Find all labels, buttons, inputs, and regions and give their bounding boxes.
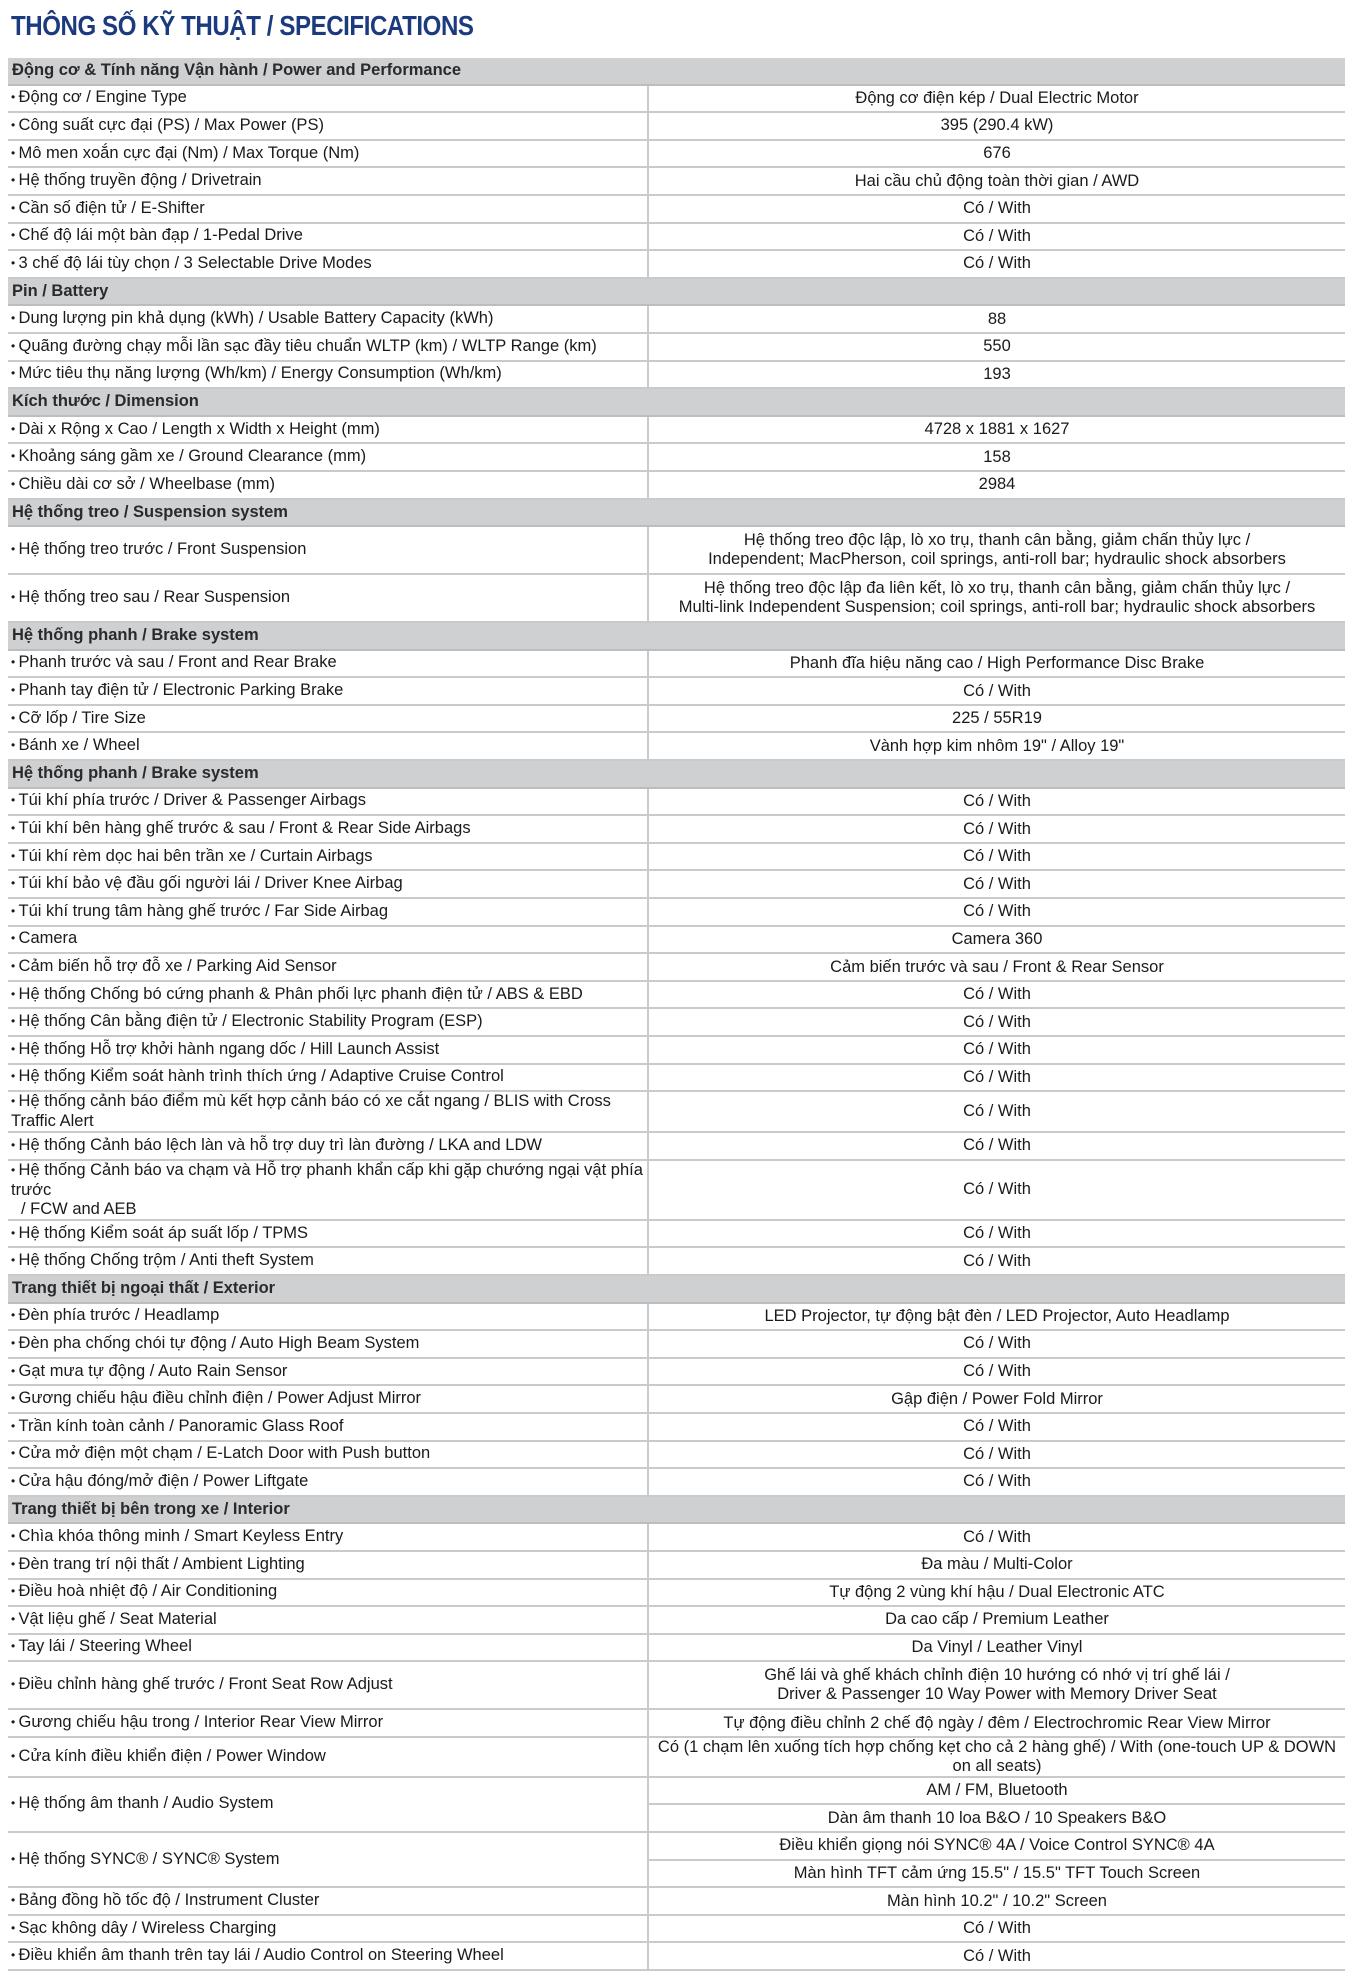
spec-value: [648, 705, 1345, 733]
spec-value-text: Hệ thống treo độc lập, lò xo trụ, thanh cân bằng, giảm chấn thủy lực /: [743, 531, 1251, 550]
spec-value-text: Màn hình 10.2" / 10.2" Screen: [887, 1891, 1107, 1910]
spec-value-text: Có / With: [963, 199, 1031, 218]
spec-value-text: Cảm biến trước và sau / Front & Rear Sensor: [830, 957, 1164, 976]
spec-value-text: Có / With: [963, 1919, 1031, 1938]
spec-value-text: Đa màu / Multi-Color: [921, 1555, 1073, 1574]
spec-label-text: • Cửa kính điều khiển điện / Power Window: [11, 1747, 326, 1765]
spec-label-text: • Túi khí bảo vệ đầu gối người lái / Driver Knee Airbag: [11, 874, 403, 892]
spec-value: [648, 1036, 1345, 1064]
spec-value: [648, 898, 1345, 926]
spec-label-text: • Khoảng sáng gầm xe / Ground Clearance (mm): [11, 447, 366, 465]
spec-value: [648, 1606, 1345, 1634]
spec-label: [8, 1247, 648, 1275]
spec-row: [8, 416, 1345, 444]
spec-label-text: • Hệ thống Kiểm soát áp suất lốp / TPMS: [11, 1224, 308, 1242]
spec-row: [8, 526, 1345, 574]
spec-value-text: Có / With: [963, 819, 1031, 838]
spec-label-text: • Hệ thống Cân bằng điện tử / Electronic Stability Program (ESP): [11, 1012, 483, 1030]
spec-label: [8, 1330, 648, 1358]
spec-label: [8, 443, 648, 471]
spec-value-text: Gập điện / Power Fold Mirror: [891, 1389, 1103, 1408]
spec-value-text: Da cao cấp / Premium Leather: [885, 1610, 1109, 1629]
spec-value-text: Có / With: [963, 1527, 1031, 1546]
spec-value-text: Có / With: [963, 1012, 1031, 1031]
spec-label: [8, 526, 648, 574]
spec-row: [8, 1385, 1345, 1413]
spec-value: [648, 1064, 1345, 1092]
spec-label: [8, 195, 648, 223]
spec-label-text: • Phanh tay điện tử / Electronic Parking Brake: [11, 681, 343, 699]
spec-value: [648, 361, 1345, 389]
spec-value: [648, 1579, 1345, 1607]
spec-value: [648, 1551, 1345, 1579]
spec-row: [8, 1606, 1345, 1634]
spec-row: [8, 1330, 1345, 1358]
spec-label-continued: / FCW and AEB: [21, 1199, 137, 1218]
spec-row: [8, 1737, 1345, 1777]
spec-value: [648, 1160, 1345, 1220]
spec-label: [8, 167, 648, 195]
spec-value: [648, 85, 1345, 113]
spec-label: [8, 1523, 648, 1551]
spec-value: [648, 1091, 1345, 1132]
spec-row: [8, 112, 1345, 140]
spec-value: [648, 788, 1345, 816]
spec-value: [648, 1468, 1345, 1496]
spec-value-text: Tự động 2 vùng khí hậu / Dual Electronic ATC: [829, 1582, 1165, 1601]
spec-label-text: • Hệ thống Chống bó cứng phanh & Phân phối lực phanh điện tử / ABS & EBD: [11, 985, 583, 1003]
spec-row: [8, 1303, 1345, 1331]
spec-label-text: • Cửa hậu đóng/mở điện / Power Liftgate: [11, 1472, 308, 1490]
spec-value: [648, 732, 1345, 760]
spec-table: [8, 58, 1345, 1971]
spec-value: AM / FM, Bluetooth: [648, 1777, 1345, 1805]
spec-value: [648, 1915, 1345, 1943]
spec-row: [8, 705, 1345, 733]
section-title: Trang thiết bị bên trong xe / Interior: [8, 1496, 1345, 1524]
spec-row: [8, 1709, 1345, 1737]
page-title: THÔNG SỐ KỸ THUẬT / SPECIFICATIONS: [11, 10, 474, 41]
spec-label: [8, 574, 648, 622]
spec-value: [648, 843, 1345, 871]
spec-value-text: 395 (290.4 kW): [940, 116, 1054, 135]
spec-row: [8, 1064, 1345, 1092]
spec-value-text: Có / With: [963, 1251, 1031, 1270]
spec-row: [8, 1832, 1345, 1860]
spec-value-text: Có / With: [963, 226, 1031, 245]
spec-label: [8, 1303, 648, 1331]
spec-label: [8, 1358, 648, 1386]
spec-row: [8, 1634, 1345, 1662]
spec-label-text: • Dung lượng pin khả dụng (kWh) / Usable Battery Capacity (kWh): [11, 309, 493, 327]
spec-row: [8, 1132, 1345, 1160]
section-header: [8, 278, 1345, 306]
spec-label-text: • Cảm biến hỗ trợ đỗ xe / Parking Aid Sensor: [11, 957, 337, 975]
spec-label: [8, 333, 648, 361]
spec-label: [8, 1915, 648, 1943]
spec-value-text: Có / With: [963, 1472, 1031, 1491]
spec-value-text: Có / With: [963, 791, 1031, 810]
section-header: [8, 388, 1345, 416]
spec-label-text: • Hệ thống Cảnh báo va chạm và Hỗ trợ phanh khẩn cấp khi gặp chướng ngại vật phía trước: [11, 1161, 643, 1199]
section-title: Hệ thống phanh / Brake system: [8, 622, 1345, 650]
spec-row: [8, 443, 1345, 471]
spec-row: [8, 305, 1345, 333]
spec-label-text: • Đèn pha chống chói tự động / Auto High Beam System: [11, 1334, 419, 1352]
spec-label-text: • Chế độ lái một bàn đạp / 1-Pedal Drive: [11, 226, 303, 244]
spec-label-text: • Bảng đồng hồ tốc độ / Instrument Cluster: [11, 1891, 319, 1909]
spec-label-text: • Túi khí rèm dọc hai bên trần xe / Curtain Airbags: [11, 847, 373, 865]
spec-value-text: Có / With: [963, 902, 1031, 921]
spec-label-text: • Mức tiêu thụ năng lượng (Wh/km) / Energy Consumption (Wh/km): [11, 364, 502, 382]
spec-value: [648, 1008, 1345, 1036]
spec-label: [8, 1634, 648, 1662]
spec-value-text: Có / With: [963, 1362, 1031, 1381]
spec-value: [648, 1385, 1345, 1413]
spec-value-text: Có / With: [963, 1102, 1031, 1121]
section-title: Động cơ & Tính năng Vận hành / Power and Performance: [8, 58, 1345, 85]
spec-label-text: • Đèn trang trí nội thất / Ambient Lighting: [11, 1555, 305, 1573]
spec-label-text: • Chìa khóa thông minh / Smart Keyless Entry: [11, 1527, 343, 1545]
spec-label: [8, 1709, 648, 1737]
spec-row: [8, 1777, 1345, 1805]
spec-label: [8, 112, 648, 140]
spec-label-text: • Túi khí phía trước / Driver & Passenger Airbags: [11, 791, 366, 809]
spec-label: [8, 471, 648, 499]
spec-label-text: • Bánh xe / Wheel: [11, 736, 140, 754]
spec-row: [8, 223, 1345, 251]
section-header: [8, 499, 1345, 527]
spec-row: [8, 140, 1345, 168]
spec-value-text: Vành hợp kim nhôm 19" / Alloy 19": [869, 736, 1125, 755]
section-title: Trang thiết bị ngoại thất / Exterior: [8, 1275, 1345, 1303]
spec-label: [8, 870, 648, 898]
spec-row: [8, 1441, 1345, 1469]
spec-label-text: • Gương chiếu hậu điều chỉnh điện / Power Adjust Mirror: [11, 1389, 421, 1407]
spec-row: [8, 1008, 1345, 1036]
spec-label: [8, 953, 648, 981]
spec-label-text: • Hệ thống cảnh báo điểm mù kết hợp cảnh báo có xe cắt ngang / BLIS with Cross Traffic Alert: [11, 1092, 611, 1130]
section-title: Hệ thống treo / Suspension system: [8, 499, 1345, 527]
spec-label-text: • Gương chiếu hậu trong / Interior Rear View Mirror: [11, 1713, 383, 1731]
spec-label: [8, 361, 648, 389]
spec-value: [648, 981, 1345, 1009]
section-header: [8, 622, 1345, 650]
spec-label: [8, 1413, 648, 1441]
spec-row: [8, 1160, 1345, 1220]
spec-label-text: • Hệ thống treo sau / Rear Suspension: [11, 588, 290, 606]
spec-value-text: Có / With: [963, 1444, 1031, 1463]
spec-label-text: • Camera: [11, 929, 77, 947]
spec-label: [8, 1777, 648, 1832]
spec-value: [648, 195, 1345, 223]
spec-row: [8, 1942, 1345, 1970]
spec-label: [8, 815, 648, 843]
spec-label-text: • Điều khiển âm thanh trên tay lái / Audio Control on Steering Wheel: [11, 1946, 504, 1964]
spec-label: [8, 1468, 648, 1496]
spec-label: [8, 1887, 648, 1915]
spec-value: [648, 471, 1345, 499]
spec-value-text: Có / With: [963, 1067, 1031, 1086]
spec-value-text: Có / With: [963, 985, 1031, 1004]
spec-value: [648, 140, 1345, 168]
spec-row: [8, 1220, 1345, 1248]
spec-value: [648, 1661, 1345, 1709]
spec-label: [8, 898, 648, 926]
section-title: Kích thước / Dimension: [8, 388, 1345, 416]
spec-row: [8, 1358, 1345, 1386]
spec-value-text: LED Projector, tự động bật đèn / LED Projector, Auto Headlamp: [764, 1306, 1230, 1325]
section-header: [8, 58, 1345, 85]
spec-row: [8, 250, 1345, 278]
spec-value-secondary: Dàn âm thanh 10 loa B&O / 10 Speakers B&O: [648, 1804, 1345, 1832]
spec-value-text: 88: [987, 309, 1007, 328]
spec-value-text: Da Vinyl / Leather Vinyl: [911, 1637, 1083, 1656]
spec-value-text: 158: [983, 447, 1011, 466]
spec-value-text: Phanh đĩa hiệu năng cao / High Performance Disc Brake: [789, 653, 1205, 672]
spec-label-text: • Chiều dài cơ sở / Wheelbase (mm): [11, 475, 275, 493]
spec-value-text: Có / With: [963, 1417, 1031, 1436]
spec-label-text: • Đèn phía trước / Headlamp: [11, 1306, 219, 1324]
spec-value: [648, 650, 1345, 678]
spec-value: [648, 1413, 1345, 1441]
spec-value: [648, 112, 1345, 140]
spec-label-text: • Điều hoà nhiệt độ / Air Conditioning: [11, 1582, 277, 1600]
spec-label: [8, 788, 648, 816]
spec-label-text: • Gạt mưa tự động / Auto Rain Sensor: [11, 1362, 287, 1380]
spec-label-text: • Mô men xoắn cực đại (Nm) / Max Torque (Nm): [11, 144, 359, 162]
spec-label: [8, 732, 648, 760]
spec-value: [648, 1887, 1345, 1915]
spec-value: [648, 526, 1345, 574]
section-title: Hệ thống phanh / Brake system: [8, 760, 1345, 788]
spec-label: [8, 1606, 648, 1634]
section-header: [8, 1275, 1345, 1303]
spec-label-text: • Túi khí trung tâm hàng ghế trước / Far Side Airbag: [11, 902, 388, 920]
spec-value: [648, 1303, 1345, 1331]
spec-value-text: Có / With: [963, 254, 1031, 273]
spec-value-text: Có / With: [963, 1180, 1031, 1199]
spec-row: [8, 650, 1345, 678]
spec-label-text: • Hệ thống Kiểm soát hành trình thích ứng / Adaptive Cruise Control: [11, 1067, 504, 1085]
spec-label: [8, 250, 648, 278]
spec-label: [8, 1160, 648, 1220]
spec-value: [648, 1220, 1345, 1248]
spec-label: [8, 1064, 648, 1092]
spec-label: [8, 1091, 648, 1132]
spec-value: [648, 677, 1345, 705]
spec-label: [8, 1441, 648, 1469]
spec-value: [648, 1441, 1345, 1469]
spec-row: [8, 361, 1345, 389]
spec-value-text: Có / With: [963, 1136, 1031, 1155]
spec-label: [8, 85, 648, 113]
spec-value: [648, 1634, 1345, 1662]
spec-label: [8, 1132, 648, 1160]
spec-value: [648, 305, 1345, 333]
spec-value: [648, 1330, 1345, 1358]
spec-row: [8, 471, 1345, 499]
spec-row: [8, 1551, 1345, 1579]
spec-label-text: • Hệ thống Chống trộm / Anti theft System: [11, 1251, 314, 1269]
spec-row: [8, 167, 1345, 195]
spec-value-text: Động cơ điện kép / Dual Electric Motor: [855, 88, 1139, 107]
spec-value-text-line2: Driver & Passenger 10 Way Power with Memory Driver Seat: [777, 1685, 1217, 1704]
spec-label: [8, 1551, 648, 1579]
spec-value-text: Có / With: [963, 847, 1031, 866]
spec-value: [648, 443, 1345, 471]
spec-value-secondary: Màn hình TFT cảm ứng 15.5" / 15.5" TFT Touch Screen: [648, 1860, 1345, 1888]
spec-label-text: • Cỡ lốp / Tire Size: [11, 709, 146, 727]
spec-row: [8, 788, 1345, 816]
spec-label: [8, 416, 648, 444]
spec-label: [8, 1220, 648, 1248]
spec-value: [648, 574, 1345, 622]
spec-value: [648, 1247, 1345, 1275]
spec-row: [8, 677, 1345, 705]
spec-value-text: Ghế lái và ghế khách chỉnh điện 10 hướng có nhớ vị trí ghế lái /: [764, 1666, 1230, 1685]
section-header: [8, 760, 1345, 788]
spec-label: [8, 1737, 648, 1777]
spec-value: [648, 1737, 1345, 1777]
spec-label: [8, 1579, 648, 1607]
spec-value: [648, 250, 1345, 278]
spec-value: [648, 870, 1345, 898]
spec-label-text: • Hệ thống SYNC® / SYNC® System: [11, 1850, 279, 1868]
spec-label: [8, 140, 648, 168]
section-header: [8, 1496, 1345, 1524]
spec-value: [648, 1709, 1345, 1737]
spec-row: [8, 870, 1345, 898]
spec-row: [8, 333, 1345, 361]
spec-label: [8, 650, 648, 678]
spec-value-text-line2: Multi-link Independent Suspension; coil springs, anti-roll bar; hydraulic shock absorbers: [678, 598, 1316, 617]
spec-row: [8, 953, 1345, 981]
spec-row: [8, 85, 1345, 113]
spec-row: [8, 981, 1345, 1009]
spec-value: [648, 926, 1345, 954]
spec-value-text: 193: [983, 364, 1011, 383]
spec-label-text: • Hệ thống truyền động / Drivetrain: [11, 171, 262, 189]
spec-value-text: Có / With: [963, 874, 1031, 893]
spec-row: [8, 1915, 1345, 1943]
spec-row: [8, 843, 1345, 871]
spec-value-text: 4728 x 1881 x 1627: [924, 420, 1070, 439]
spec-value-text: Camera 360: [951, 929, 1043, 948]
spec-row: [8, 1887, 1345, 1915]
spec-label: [8, 305, 648, 333]
spec-label-text: • Điều chỉnh hàng ghế trước / Front Seat Row Adjust: [11, 1675, 393, 1693]
spec-value-text: Có / With: [963, 1334, 1031, 1353]
spec-row: [8, 195, 1345, 223]
spec-value-text: Có / With: [963, 1040, 1031, 1059]
spec-label: [8, 926, 648, 954]
spec-value-text: Có (1 chạm lên xuống tích hợp chống kẹt cho cả 2 hàng ghế) / With (one-touch UP & DOWN on all seats): [657, 1737, 1337, 1775]
spec-label: [8, 223, 648, 251]
spec-row: [8, 898, 1345, 926]
spec-label-text: • Vật liệu ghế / Seat Material: [11, 1610, 217, 1628]
spec-row: [8, 1579, 1345, 1607]
spec-value: [648, 1132, 1345, 1160]
spec-row: [8, 1036, 1345, 1064]
spec-label-text: • Hệ thống treo trước / Front Suspension: [11, 540, 306, 558]
spec-value: [648, 1942, 1345, 1970]
spec-row: [8, 1523, 1345, 1551]
spec-row: [8, 1247, 1345, 1275]
spec-value: Điều khiển giọng nói SYNC® 4A / Voice Control SYNC® 4A: [648, 1832, 1345, 1860]
spec-label-text: • 3 chế độ lái tùy chọn / 3 Selectable Drive Modes: [11, 254, 372, 272]
spec-row: [8, 1413, 1345, 1441]
spec-value-text: Có / With: [963, 681, 1031, 700]
spec-label: [8, 1942, 648, 1970]
spec-label: [8, 705, 648, 733]
spec-label-text: • Trần kính toàn cảnh / Panoramic Glass Roof: [11, 1417, 344, 1435]
spec-label-text: • Tay lái / Steering Wheel: [11, 1637, 192, 1655]
spec-label: [8, 1385, 648, 1413]
spec-label-text: • Quãng đường chạy mỗi lần sạc đầy tiêu chuẩn WLTP (km) / WLTP Range (km): [11, 337, 597, 355]
spec-label: [8, 981, 648, 1009]
spec-value: [648, 333, 1345, 361]
spec-value: [648, 1523, 1345, 1551]
section-title: Pin / Battery: [8, 278, 1345, 306]
spec-label-text: • Hệ thống âm thanh / Audio System: [11, 1794, 274, 1812]
spec-value: [648, 223, 1345, 251]
spec-value: [648, 815, 1345, 843]
spec-label-text: • Sạc không dây / Wireless Charging: [11, 1919, 276, 1937]
spec-label: [8, 677, 648, 705]
spec-label-text: • Công suất cực đại (PS) / Max Power (PS): [11, 116, 324, 134]
spec-row: [8, 1091, 1345, 1132]
spec-value-text: Có / With: [963, 1946, 1031, 1965]
spec-row: [8, 732, 1345, 760]
spec-value: [648, 1358, 1345, 1386]
spec-value-text: Tự động điều chỉnh 2 chế độ ngày / đêm / Electrochromic Rear View Mirror: [723, 1713, 1271, 1732]
spec-value: [648, 953, 1345, 981]
spec-value-text: Hai cầu chủ động toàn thời gian / AWD: [854, 171, 1140, 190]
spec-label-text: • Dài x Rộng x Cao / Length x Width x Height (mm): [11, 420, 380, 438]
spec-row: [8, 574, 1345, 622]
spec-value-text: Có / With: [963, 1224, 1031, 1243]
spec-row: [8, 1661, 1345, 1709]
spec-row: [8, 1468, 1345, 1496]
spec-value-text: 2984: [978, 475, 1016, 494]
spec-value-text-line2: Independent; MacPherson, coil springs, anti-roll bar; hydraulic shock absorbers: [708, 550, 1286, 569]
spec-label: [8, 1832, 648, 1887]
spec-value-text: Hệ thống treo độc lập đa liên kết, lò xo trụ, thanh cân bằng, giảm chấn thủy lực /: [703, 579, 1291, 598]
spec-row: [8, 815, 1345, 843]
spec-value-text: 676: [983, 144, 1011, 163]
spec-label: [8, 1008, 648, 1036]
spec-label-text: • Phanh trước và sau / Front and Rear Brake: [11, 653, 337, 671]
spec-label-text: • Hệ thống Cảnh báo lệch làn và hỗ trợ duy trì làn đường / LKA and LDW: [11, 1136, 542, 1154]
spec-label-text: • Cần số điện tử / E-Shifter: [11, 199, 205, 217]
spec-value-text: 550: [983, 337, 1011, 356]
spec-label: [8, 1661, 648, 1709]
spec-label-text: • Cửa mở điện một chạm / E-Latch Door with Push button: [11, 1444, 430, 1462]
spec-label-text: • Hệ thống Hỗ trợ khởi hành ngang dốc / Hill Launch Assist: [11, 1040, 439, 1058]
spec-value: [648, 167, 1345, 195]
spec-label: [8, 843, 648, 871]
spec-row: [8, 926, 1345, 954]
spec-label-text: • Động cơ / Engine Type: [11, 88, 187, 106]
spec-value-text: 225 / 55R19: [952, 709, 1042, 728]
spec-value: [648, 416, 1345, 444]
spec-label: [8, 1036, 648, 1064]
spec-label-text: • Túi khí bên hàng ghế trước & sau / Front & Rear Side Airbags: [11, 819, 471, 837]
